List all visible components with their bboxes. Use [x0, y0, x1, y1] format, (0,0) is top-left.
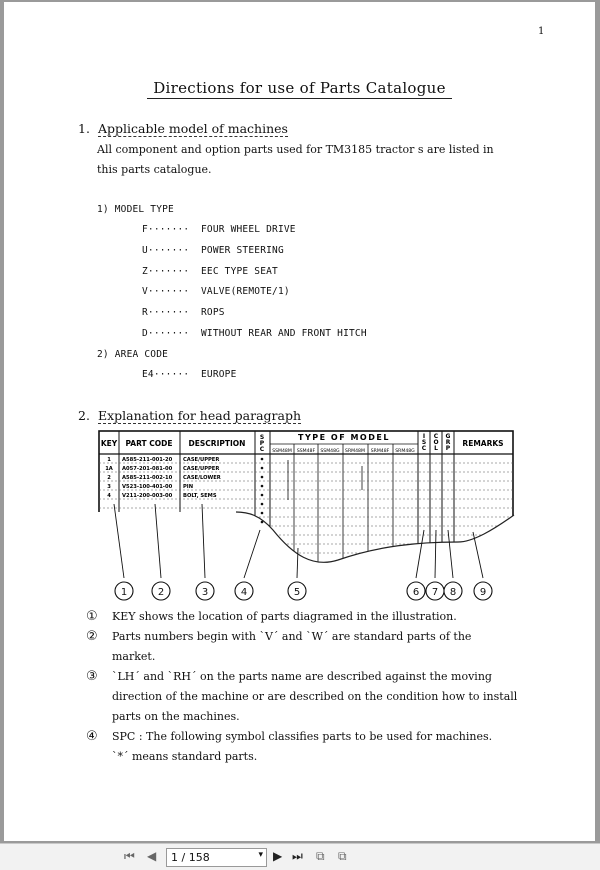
note-line: KEY shows the location of parts diagramed in the illustration.	[112, 610, 457, 623]
row-key: 1	[107, 457, 111, 463]
header-description: DESCRIPTION	[188, 439, 246, 448]
page-number-field[interactable]: 1 / 158 ▾	[166, 848, 267, 867]
model-col: SRM48G	[395, 449, 415, 454]
row-key: 4	[107, 493, 111, 499]
header-col: C O L	[433, 433, 439, 452]
row-code: A585-211-002-10	[122, 475, 173, 481]
page-title: Directions for use of Parts Catalogue	[4, 79, 595, 97]
row-code: V523-100-401-00	[122, 484, 173, 490]
header-spc: S P C	[259, 434, 265, 453]
callout-3: 3	[201, 587, 209, 598]
header-key: KEY	[100, 439, 118, 448]
area-desc: EUROPE	[201, 369, 237, 380]
model-code: F·······	[142, 224, 190, 235]
note-line: `*´ means standard parts.	[112, 750, 258, 763]
note-mark: ②	[86, 629, 98, 644]
note-line: SPC : The following symbol classifies parts to be used for machines.	[112, 730, 493, 743]
model-code: Z·······	[142, 266, 190, 277]
prev-page-icon[interactable]: ◀	[147, 849, 157, 863]
model-col: SRM48M	[345, 449, 365, 454]
row-key: 2	[107, 475, 111, 481]
note-line: Parts numbers begin with `V´ and `W´ are standard parts of the	[112, 630, 472, 643]
area-code: E4······	[142, 369, 190, 380]
row-code: A585-211-001-20	[122, 457, 173, 463]
row-desc: CASE/UPPER	[183, 457, 220, 463]
diagram-svg	[98, 430, 518, 605]
section1-heading: 1. Applicable model of machines	[78, 121, 288, 136]
first-page-icon[interactable]: ⏮	[124, 849, 135, 863]
section1-text-line2: this parts catalogue.	[97, 163, 212, 176]
model-col: SSM48G	[320, 449, 340, 454]
model-desc: WITHOUT REAR AND FRONT HITCH	[201, 328, 367, 339]
model-code: V·······	[142, 286, 190, 297]
row-desc: CASE/LOWER	[183, 475, 221, 481]
model-code: U·······	[142, 245, 190, 256]
copy-icon[interactable]: ⧉	[316, 849, 325, 863]
callout-9: 9	[479, 587, 487, 598]
note-line: `LH´ and `RH´ on the parts name are described against the moving	[112, 670, 492, 683]
model-desc: FOUR WHEEL DRIVE	[201, 224, 296, 235]
row-key: 1A	[105, 466, 113, 472]
copy-page-icon[interactable]: ⧉	[338, 849, 347, 863]
callout-1: 1	[120, 587, 128, 598]
chevron-down-icon[interactable]: ▾	[258, 850, 263, 860]
note-line: parts on the machines.	[112, 710, 240, 723]
header-part-code: PART CODE	[125, 439, 173, 448]
viewer-toolbar	[0, 843, 600, 870]
header-grp: G R P	[445, 433, 451, 452]
model-desc: ROPS	[201, 307, 225, 318]
model-desc: VALVE(REMOTE/1)	[201, 286, 290, 297]
model-col: SSM48M	[272, 449, 292, 454]
model-desc: EEC TYPE SEAT	[201, 266, 278, 277]
callout-5: 5	[293, 587, 301, 598]
last-page-icon[interactable]: ⏭	[292, 849, 303, 863]
row-code: V211-200-003-00	[122, 493, 173, 499]
note-line: market.	[112, 650, 156, 663]
model-col: SSM48F	[296, 449, 316, 454]
header-type-of-model: TYPE OF MODEL	[298, 433, 390, 442]
model-col: SRM48F	[370, 449, 390, 454]
note-line: direction of the machine or are described on the condition how to install	[112, 690, 518, 703]
row-desc: CASE/UPPER	[183, 466, 220, 472]
callout-6: 6	[412, 587, 420, 598]
head-paragraph-diagram	[98, 430, 518, 605]
model-code: D·······	[142, 328, 190, 339]
row-key: 3	[107, 484, 111, 490]
note-mark: ①	[86, 609, 98, 624]
section1-text-line1: All component and option parts used for TM3185 tractor s are listed in	[97, 143, 494, 156]
note-mark: ③	[86, 669, 98, 684]
row-desc: BOLT, SEMS	[183, 493, 217, 499]
callout-7: 7	[431, 587, 439, 598]
row-desc: PIN	[183, 484, 194, 490]
model-code: R·······	[142, 307, 190, 318]
note-mark: ④	[86, 729, 98, 744]
header-remarks: REMARKS	[462, 439, 504, 448]
area-code-label: 2) AREA CODE	[97, 349, 169, 360]
callout-4: 4	[240, 587, 248, 598]
document-page	[4, 2, 595, 841]
page-number: 1	[538, 26, 545, 37]
section2-heading: 2. Explanation for head paragraph	[78, 408, 302, 423]
next-page-icon[interactable]: ▶	[273, 849, 283, 863]
callout-8: 8	[449, 587, 457, 598]
callout-2: 2	[157, 587, 165, 598]
model-desc: POWER STEERING	[201, 245, 284, 256]
model-type-label: 1) MODEL TYPE	[97, 204, 174, 215]
row-code: A057-201-081-00	[122, 466, 173, 472]
header-isc: I S C	[421, 433, 427, 452]
